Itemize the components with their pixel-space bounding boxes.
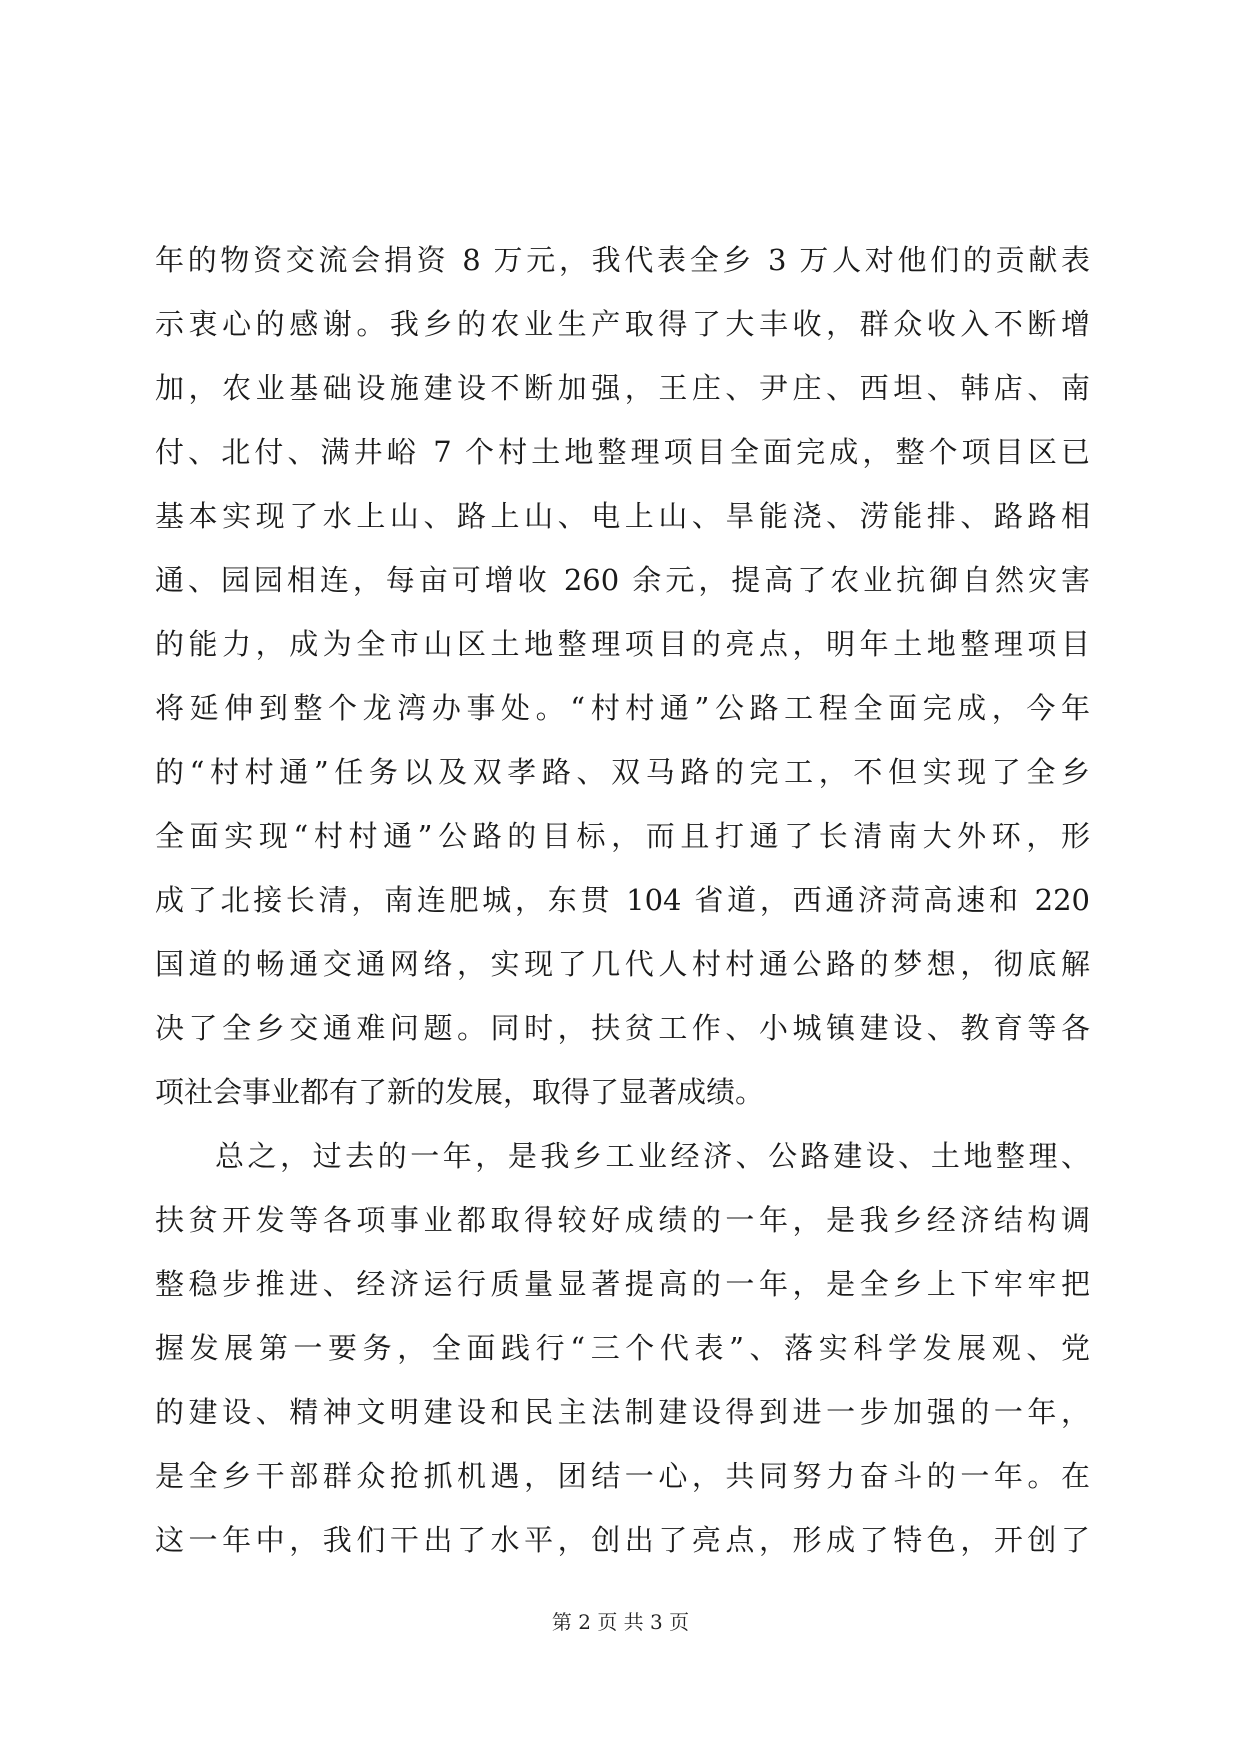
paragraph-1-line: 决了全乡交通难问题。同时，扶贫工作、小城镇建设、教育等各	[155, 1011, 1090, 1045]
paragraph-1-line: 通、园园相连，每亩可增收 260 余元，提高了农业抗御自然灾害	[155, 563, 1090, 597]
body-text	[155, 228, 1090, 1572]
paragraph-1-line: 的“村村通”任务以及双孝路、双马路的完工，不但实现了全乡	[155, 755, 1090, 789]
paragraph-2-line: 握发展第一要务，全面践行“三个代表”、落实科学发展观、党	[155, 1331, 1090, 1365]
paragraph-1-line: 的能力，成为全市山区土地整理项目的亮点，明年土地整理项目	[155, 627, 1090, 661]
paragraph-1-line: 项社会事业都有了新的发展，取得了显著成绩。	[155, 1075, 765, 1109]
paragraph-2-line: 总之，过去的一年，是我乡工业经济、公路建设、土地整理、	[215, 1139, 1090, 1173]
paragraph-1-line: 将延伸到整个龙湾办事处。“村村通”公路工程全面完成，今年	[155, 691, 1090, 725]
paragraph-1-line: 年的物资交流会捐资 8 万元，我代表全乡 3 万人对他们的贡献表	[155, 243, 1090, 277]
paragraph-2-line: 是全乡干部群众抢抓机遇，团结一心，共同努力奋斗的一年。在	[155, 1459, 1090, 1493]
paragraph-1-line: 加，农业基础设施建设不断加强，王庄、尹庄、西坦、韩店、南	[155, 371, 1090, 405]
paragraph-1-line: 成了北接长清，南连肥城，东贯 104 省道，西通济菏高速和 220	[155, 883, 1090, 917]
paragraph-2-line: 这一年中，我们干出了水平，创出了亮点，形成了特色，开创了	[155, 1523, 1090, 1557]
paragraph-2-line: 的建设、精神文明建设和民主法制建设得到进一步加强的一年，	[155, 1395, 1090, 1429]
page-number-footer: 第 2 页 共 3 页	[551, 1610, 690, 1634]
paragraph-2-line: 扶贫开发等各项事业都取得较好成绩的一年，是我乡经济结构调	[155, 1203, 1090, 1237]
paragraph-2-line: 整稳步推进、经济运行质量显著提高的一年，是全乡上下牢牢把	[155, 1267, 1090, 1301]
paragraph-1-line: 全面实现“村村通”公路的目标，而且打通了长清南大外环，形	[155, 819, 1090, 853]
paragraph-1-line: 示衷心的感谢。我乡的农业生产取得了大丰收，群众收入不断增	[155, 307, 1090, 341]
paragraph-1-line: 基本实现了水上山、路上山、电上山、旱能浇、涝能排、路路相	[155, 499, 1090, 533]
paragraph-1-line: 国道的畅通交通网络，实现了几代人村村通公路的梦想，彻底解	[155, 947, 1090, 981]
paragraph-1-line: 付、北付、满井峪 7 个村土地整理项目全面完成，整个项目区已	[155, 435, 1090, 469]
